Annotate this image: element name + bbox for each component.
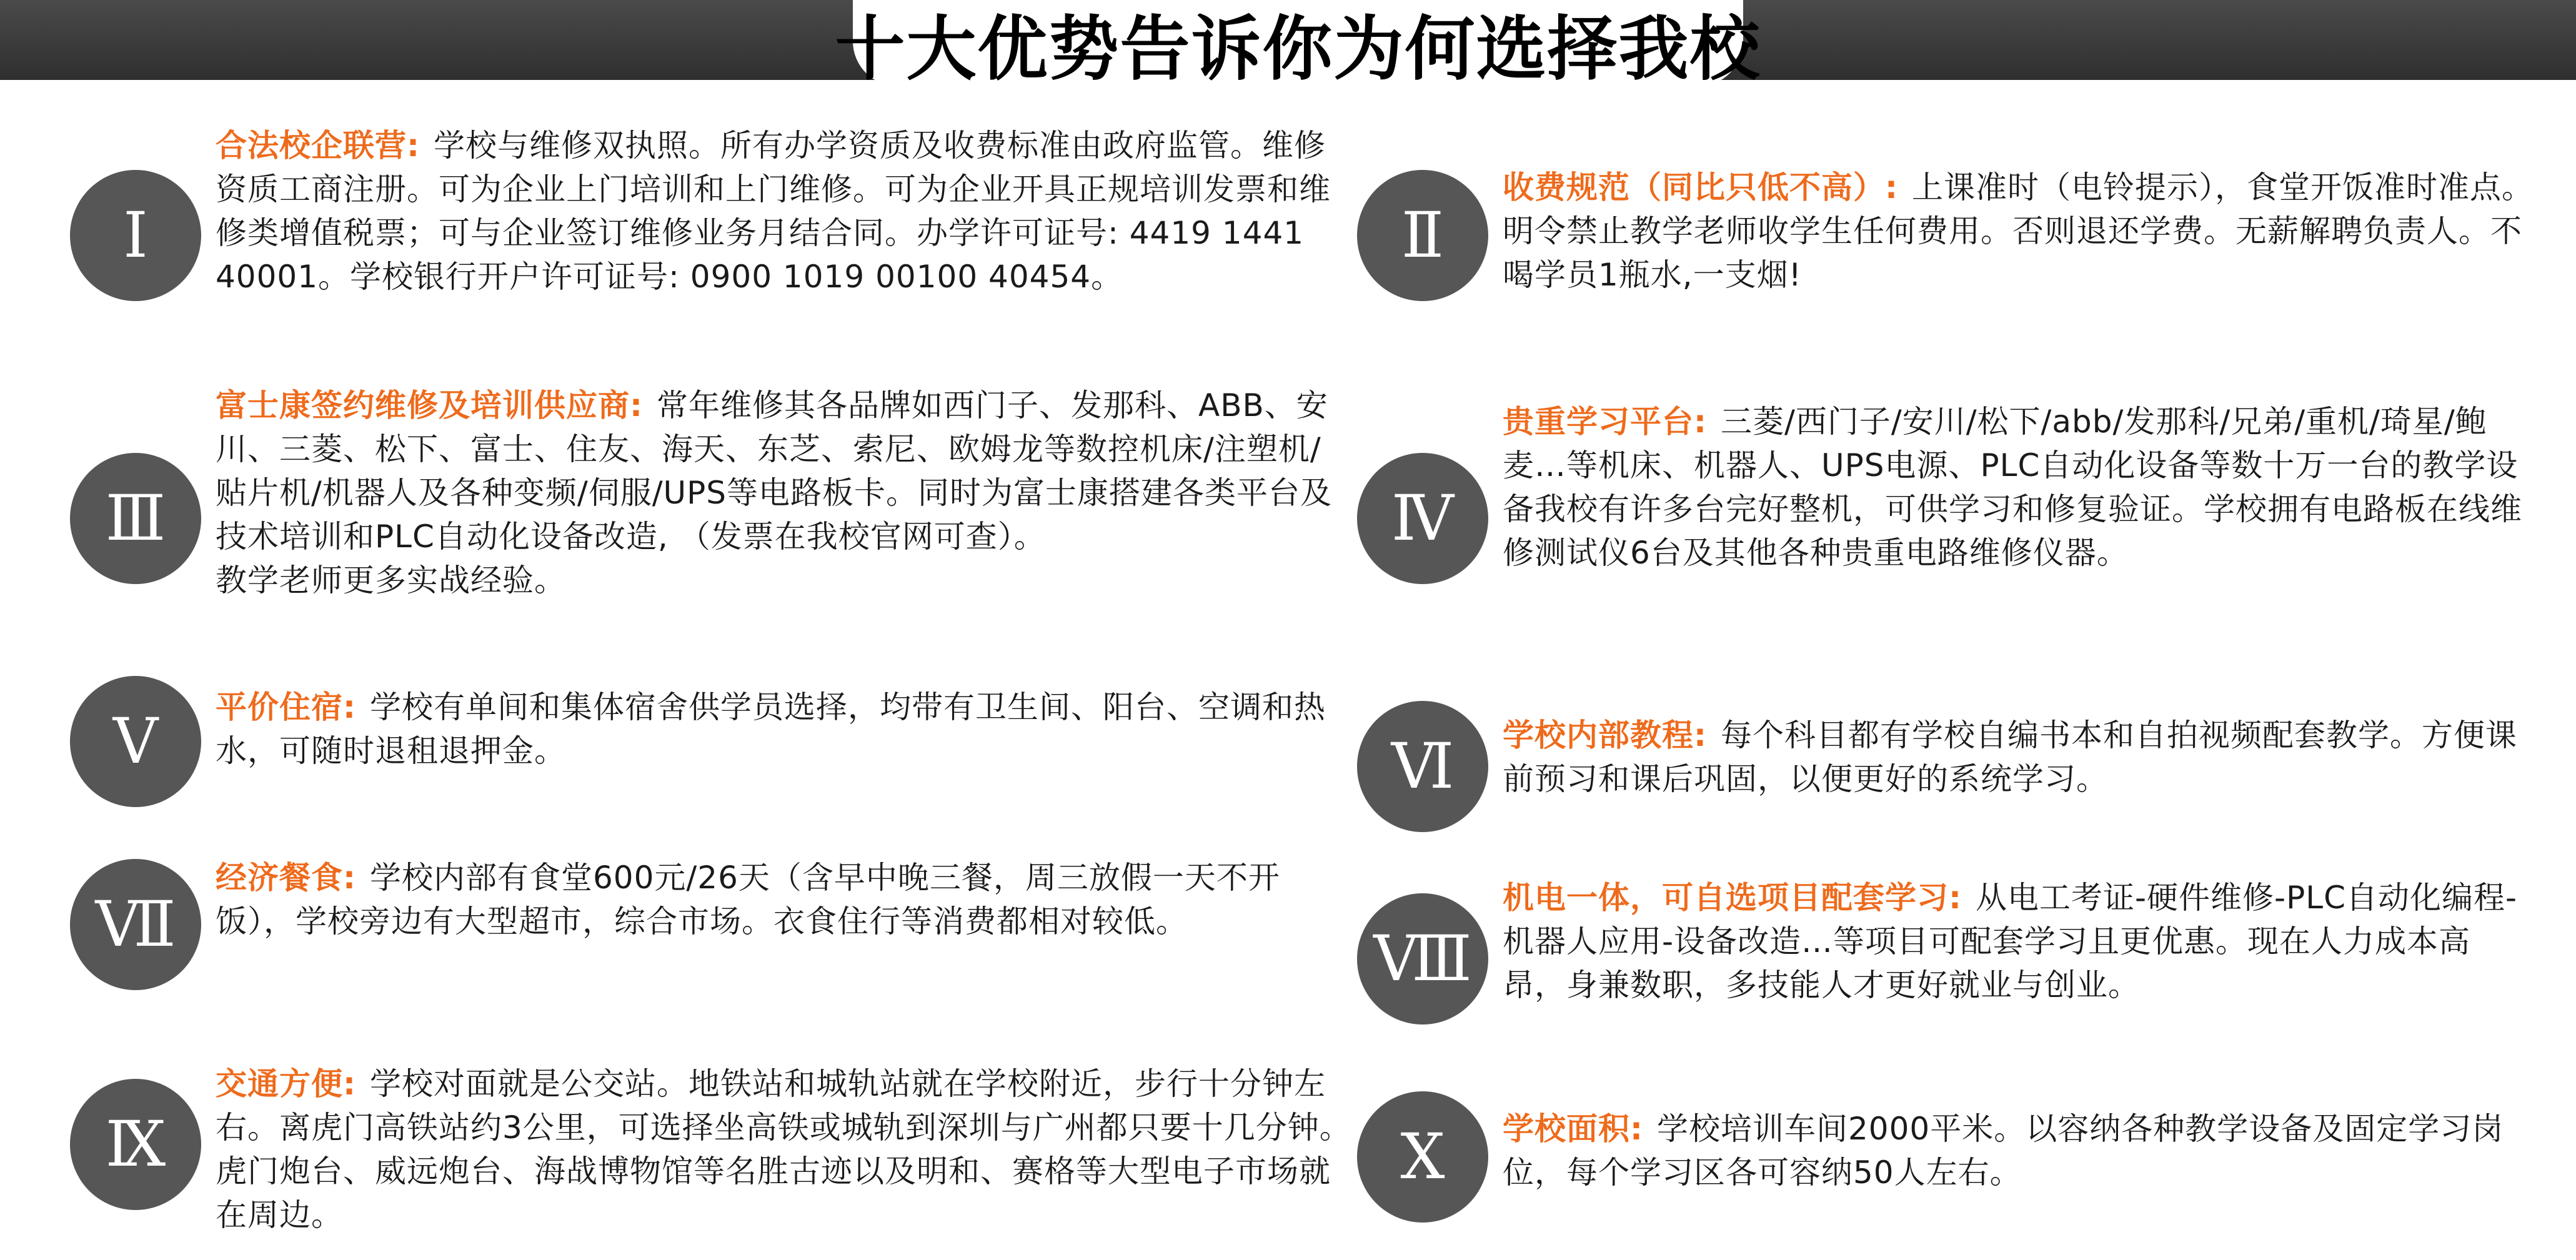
advantage-body: 三菱/西门子/安川/松下/abb/发那科/兄弟/重机/琦星/鲍麦…等机床、机器人、UPS电源、PLC自动化设备等数十万一台的教学设备我校有许多台完好整机，可供学习和修复验证。学校拥有电路板在线维修测试仪6台及其他各种贵重电路维修仪器。	[1503, 404, 2522, 571]
advantage-body: 每个科目都有学校自编书本和自拍视频配套教学。方便课前预习和课后巩固，以便更好的系统学习。	[1503, 717, 2517, 797]
advantage-text	[1503, 1107, 2534, 1194]
advantage-body: 学校对面就是公交站。地铁站和城轨站就在学校附近，步行十分钟左右。离虎门高铁站约3公里，可选择坐高铁或城轨到深圳与广州都只要十几分钟。虎门炮台、威远炮台、海战博物馆等名胜古迹以及明和、赛格等大型电子市场就在周边。	[216, 1066, 1351, 1233]
advantage-extra: 教学老师更多实战经验。	[216, 562, 566, 598]
advantage-heading: 平价住宿:	[216, 689, 356, 725]
title-tab	[835, 0, 1761, 90]
roman-numeral-badge: Ⅳ	[1357, 453, 1488, 584]
advantage-heading: 交通方便:	[216, 1066, 356, 1102]
roman-numeral-badge: Ⅷ	[1357, 893, 1488, 1024]
advantage-body: 学校内部有食堂600元/26天（含早中晚三餐，周三放假一天不开饭），学校旁边有大型超市，综合市场。衣食住行等消费都相对较低。	[216, 860, 1280, 940]
roman-numeral-badge: Ⅰ	[70, 170, 201, 301]
roman-numeral-badge: Ⅶ	[70, 859, 201, 990]
roman-numeral-badge: Ⅹ	[1357, 1091, 1488, 1223]
roman-numeral-badge: Ⅲ	[70, 453, 201, 584]
advantage-heading: 学校内部教程:	[1503, 717, 1707, 753]
advantage-heading: 富士康签约维修及培训供应商:	[216, 387, 643, 424]
advantage-text	[1503, 400, 2534, 575]
advantage-heading: 贵重学习平台:	[1503, 404, 1707, 440]
advantage-heading: 合法校企联营:	[216, 127, 420, 164]
roman-numeral-badge: Ⅱ	[1357, 170, 1488, 301]
advantage-body: 从电工考证-硬件维修-PLC自动化编程-机器人应用-设备改造…等项目可配套学习且更优惠。现在人力成本高昂，身兼数职，多技能人才更好就业与创业。	[1503, 880, 2518, 1003]
page-title: 十大优势告诉你为何选择我校	[835, 8, 1761, 90]
advantage-text	[1503, 166, 2534, 297]
advantage-text	[216, 685, 1340, 773]
advantage-text	[216, 1062, 1359, 1237]
advantage-heading: 学校面积:	[1503, 1111, 1643, 1147]
roman-numeral-badge: Ⅸ	[70, 1079, 201, 1210]
advantage-body: 上课准时（电铃提示），食堂开饭准时准点。明令禁止教学老师收学生任何费用。否则退还学费。无薪解聘负责人。不喝学员1瓶水,一支烟!	[1503, 169, 2534, 293]
advantage-body: 学校培训车间2000平米。以容纳各种教学设备及固定学习岗位，每个学习区各可容纳50人左右。	[1503, 1111, 2504, 1191]
roman-numeral-badge: Ⅵ	[1357, 701, 1488, 832]
advantage-text	[1503, 713, 2534, 801]
roman-numeral-badge: Ⅴ	[70, 676, 201, 807]
advantage-body: 常年维修其各品牌如西门子、发那科、ABB、安川、三菱、松下、富士、住友、海天、东芝、索尼、欧姆龙等数控机床/注塑机/贴片机/机器人及各种变频/伺服/UPS等电路板卡。同时为富士康搭建各类平台及技术培训和PLC自动化设备改造, （发票在我校官网可查）。	[216, 387, 1333, 555]
advantage-text	[216, 124, 1340, 299]
advantage-heading: 收费规范（同比只低不高）:	[1503, 169, 1898, 206]
advantage-heading: 经济餐食:	[216, 860, 356, 896]
advantage-body: 学校有单间和集体宿舍供学员选择，均带有卫生间、阳台、空调和热水，可随时退租退押金。	[216, 689, 1326, 769]
advantage-body: 学校与维修双执照。所有办学资质及收费标准由政府监管。维修资质工商注册。可为企业上门培训和上门维修。可为企业开具正规培训发票和维修类增值税票；可与企业签订维修业务月结合同。办学许可证号: 4419 1441 40001。学校银行开户许可证号: 0900 1019 00100 40454。	[216, 127, 1331, 295]
advantage-text	[216, 856, 1340, 943]
advantage-text	[1503, 876, 2534, 1007]
advantage-heading: 机电一体，可自选项目配套学习:	[1503, 880, 1962, 916]
advantage-text	[216, 384, 1353, 602]
